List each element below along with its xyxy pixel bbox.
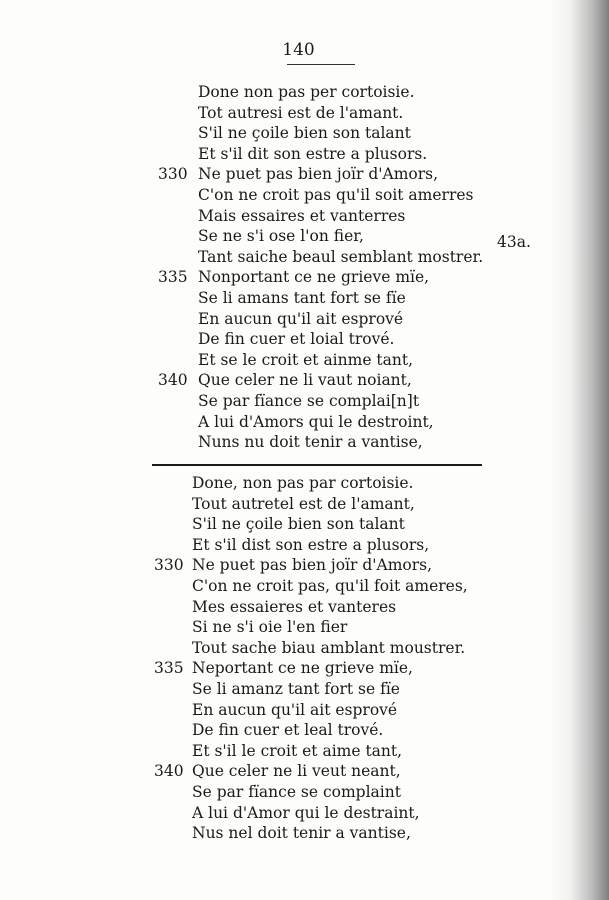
verse-line	[0, 267, 560, 288]
verse-line	[0, 617, 560, 638]
section-divider	[152, 464, 482, 466]
verse-text: Et s'il dist son estre a plusors,	[192, 535, 430, 554]
verse-text: Tot autresi est de l'amant.	[198, 103, 404, 122]
line-number: 335	[158, 268, 188, 287]
verse-line	[0, 391, 560, 412]
verse-line	[0, 576, 560, 597]
verse-text: Que celer ne li vaut noiant,	[198, 371, 412, 390]
verse-line	[0, 823, 560, 844]
verse-line	[0, 638, 560, 659]
verse-text: Et se le croit et ainme tant,	[198, 350, 414, 369]
top-passage	[0, 82, 560, 453]
line-number: 335	[154, 659, 184, 678]
verse-text: Done, non pas par cortoisie.	[192, 474, 414, 492]
verse-line	[0, 720, 560, 741]
verse-line	[0, 103, 560, 124]
verse-text: Nonportant ce ne grieve mïe,	[198, 268, 430, 287]
verse-line	[0, 803, 560, 824]
verse-text: Mais essaires et vanterres	[198, 206, 406, 225]
verse-text: Nus nel doit tenir a vantise,	[192, 824, 411, 843]
verse-line	[0, 206, 560, 227]
verse-text: Se li amans tant fort se fïe	[198, 288, 406, 307]
page-number: 140	[282, 40, 315, 60]
verse-line	[0, 288, 560, 309]
verse-text: C'on ne croit pas qu'il soit amerres	[198, 185, 474, 204]
bottom-passage	[0, 473, 560, 844]
verse-line	[0, 412, 560, 433]
verse-line	[0, 432, 560, 453]
verse-line	[0, 782, 560, 803]
line-number: 330	[158, 165, 188, 184]
verse-text: Se par fïance se complai[n]t	[198, 391, 420, 410]
verse-text: Et s'il dit son estre a plusors.	[198, 144, 428, 163]
verse-line	[0, 185, 560, 206]
verse-text: Tout sache biau amblant moustrer.	[192, 638, 466, 657]
verse-text: Ne puet pas bien joïr d'Amors,	[198, 165, 439, 184]
verse-line	[0, 309, 560, 330]
margin-folio-note: 43a.	[497, 233, 531, 251]
verse-line	[0, 247, 560, 268]
verse-text: A lui d'Amors qui le destroint,	[198, 412, 434, 431]
verse-line	[0, 82, 560, 103]
verse-line	[0, 370, 560, 391]
verse-line	[0, 473, 560, 494]
verse-line	[0, 658, 560, 679]
verse-line	[0, 679, 560, 700]
page-number-rule	[287, 64, 355, 65]
verse-text: Ne puet pas bien joïr d'Amors,	[192, 556, 433, 575]
verse-line	[0, 597, 560, 618]
line-number: 340	[158, 371, 188, 390]
verse-line	[0, 164, 560, 185]
verse-line	[0, 123, 560, 144]
verse-text: C'on ne croit pas, qu'il foit ameres,	[192, 576, 468, 595]
verse-text: Et s'il le croit et aime tant,	[192, 741, 403, 760]
verse-text: De fin cuer et leal trové.	[192, 721, 384, 740]
verse-text: En aucun qu'il ait esprové	[198, 309, 404, 328]
verse-line	[0, 761, 560, 782]
verse-text: Tant saiche beaul semblant mostrer.	[198, 247, 484, 266]
verse-text: Si ne s'i oie l'en fier	[192, 618, 348, 637]
verse-text: Se par fïance se complaint	[192, 782, 401, 801]
verse-line	[0, 555, 560, 576]
verse-line	[0, 144, 560, 165]
verse-text: Que celer ne li veut neant,	[192, 762, 401, 781]
verse-text: Neportant ce ne grieve mïe,	[192, 659, 413, 678]
line-number: 340	[154, 762, 184, 781]
verse-text: Done non pas per cortoisie.	[198, 83, 415, 101]
verse-line	[0, 226, 560, 247]
verse-line	[0, 514, 560, 535]
verse-text: Se ne s'i ose l'on fier,	[198, 227, 364, 246]
verse-text: S'il ne çoile bien son talant	[198, 124, 411, 143]
verse-text: En aucun qu'il ait esprové	[192, 700, 398, 719]
verse-line	[0, 741, 560, 762]
verse-line	[0, 535, 560, 556]
verse-text: De fin cuer et loial trové.	[198, 330, 395, 349]
verse-text: Mes essaieres et vanteres	[192, 597, 397, 616]
verse-line	[0, 329, 560, 350]
line-number: 330	[154, 556, 184, 575]
verse-text: S'il ne çoile bien son talant	[192, 515, 405, 534]
verse-line	[0, 350, 560, 371]
verse-line	[0, 700, 560, 721]
verse-text: Tout autretel est de l'amant,	[192, 494, 415, 513]
verse-text: Se li amanz tant fort se fïe	[192, 679, 400, 698]
verse-text: A lui d'Amor qui le destraint,	[192, 803, 420, 822]
verse-text: Nuns nu doit tenir a vantise,	[198, 433, 423, 452]
verse-line	[0, 494, 560, 515]
